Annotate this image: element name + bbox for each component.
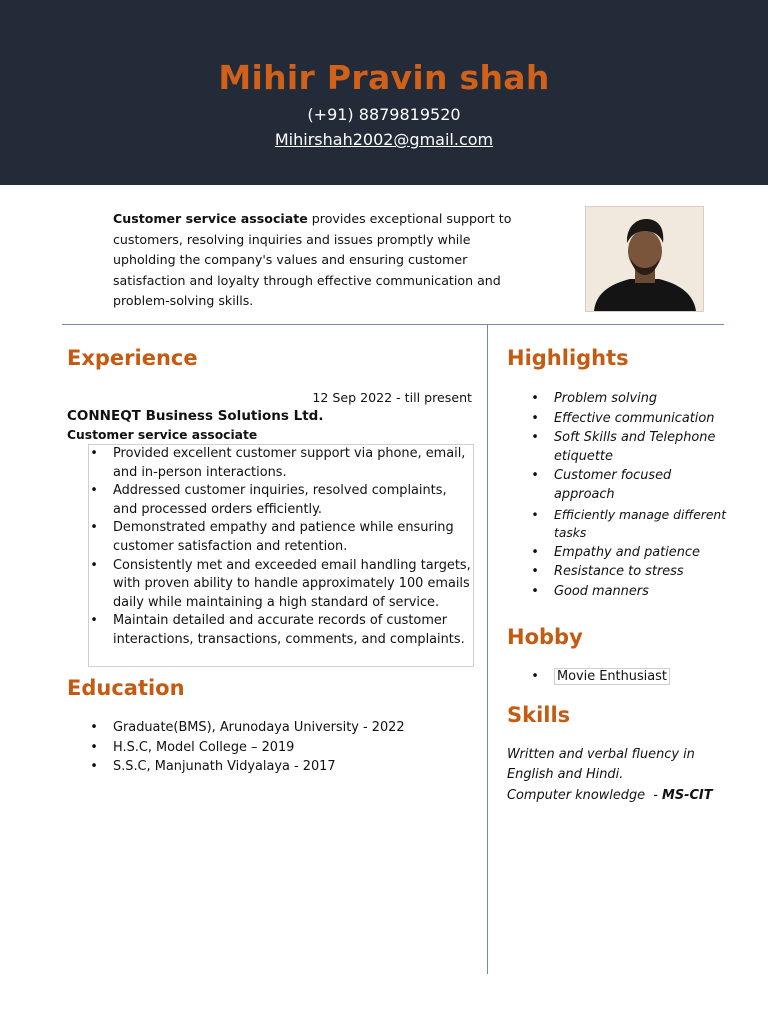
bullet-icon: •	[531, 583, 539, 599]
list-item: • Demonstrated empathy and patience while ensuring customer satisfaction and retention.	[88, 519, 472, 556]
profile-photo	[585, 206, 704, 312]
bullet-icon: •	[90, 720, 98, 735]
list-item: • Effective communication	[529, 410, 729, 429]
candidate-name: Mihir Pravin shah	[218, 58, 550, 97]
experience-list	[88, 445, 472, 650]
list-item: • S.S.C, Manjunath Vidyalaya - 2017	[88, 757, 468, 777]
list-item: • Maintain detailed and accurate records of customer interactions, transactions, comments, and complaints.	[88, 612, 472, 649]
list-item: • H.S.C, Model College – 2019	[88, 738, 468, 758]
skills-computer: Computer knowledge - MS-CIT	[507, 788, 713, 803]
skills-heading: Skills	[507, 703, 571, 727]
list-item: • Movie Enthusiast	[529, 668, 670, 686]
list-item: • Resistance to stress	[529, 563, 729, 582]
bullet-icon: •	[90, 520, 98, 536]
summary-text: provides exceptional support to customers, resolving inquiries and issues promptly while upholding the company's values and ensuring customer satisfaction and loyalty through effective communication and problem-solving skills.	[113, 211, 512, 308]
column-divider	[487, 324, 488, 974]
education-heading: Education	[67, 676, 185, 700]
email-link[interactable]: Mihirshah2002@gmail.com	[274, 130, 494, 149]
summary-role: Customer service associate	[113, 211, 308, 226]
horizontal-divider	[62, 324, 724, 325]
list-item: • Empathy and patience	[529, 544, 729, 563]
profile-summary	[113, 209, 513, 312]
list-item: • Graduate(BMS), Arunodaya University - 2022	[88, 718, 468, 738]
bullet-icon: •	[531, 430, 539, 446]
list-item: • Customer focused approach	[529, 467, 729, 504]
list-item: • Problem solving	[529, 390, 729, 409]
company-name: CONNEQT Business Solutions Ltd.	[67, 408, 324, 424]
job-role: Customer service associate	[67, 428, 258, 442]
list-item: • Soft Skills and Telephone etiquette	[529, 429, 729, 466]
hobby-heading: Hobby	[507, 625, 583, 649]
list-item: • Addressed customer inquiries, resolved complaints, and processed orders efficiently.	[88, 482, 472, 519]
bullet-icon: •	[531, 564, 539, 580]
list-item: • Consistently met and exceeded email handling targets, with proven ability to handle approximately 100 emails daily while maintaining a high standard of service.	[88, 557, 472, 613]
experience-heading: Experience	[67, 346, 198, 370]
phone-number: (+91) 8879819520	[307, 105, 461, 124]
bullet-icon: •	[90, 613, 98, 629]
bullet-icon: •	[531, 544, 539, 560]
bullet-icon: •	[90, 483, 98, 499]
highlights-heading: Highlights	[507, 346, 629, 370]
list-item: • Provided excellent customer support via phone, email, and in-person interactions.	[88, 445, 472, 482]
skills-certification: MS-CIT	[662, 788, 713, 803]
bullet-icon: •	[531, 669, 539, 684]
hobby-list	[529, 668, 670, 686]
resume-header	[0, 0, 768, 185]
experience-date: 12 Sep 2022 - till present	[312, 390, 472, 405]
person-portrait-icon	[586, 207, 703, 311]
bullet-icon: •	[90, 759, 98, 774]
bullet-icon: •	[531, 507, 539, 522]
skills-language: Written and verbal fluency in English and Hindi.	[507, 747, 695, 782]
bullet-icon: •	[531, 468, 539, 484]
bullet-icon: •	[531, 410, 539, 426]
education-list	[88, 718, 468, 777]
list-item: • Efficiently manage different tasks	[529, 506, 729, 543]
bullet-icon: •	[90, 739, 98, 755]
highlights-list	[529, 390, 729, 603]
bullet-icon: •	[531, 391, 539, 406]
list-item: • Good manners	[529, 583, 729, 602]
bullet-icon: •	[90, 446, 98, 461]
bullet-icon: •	[90, 557, 98, 573]
